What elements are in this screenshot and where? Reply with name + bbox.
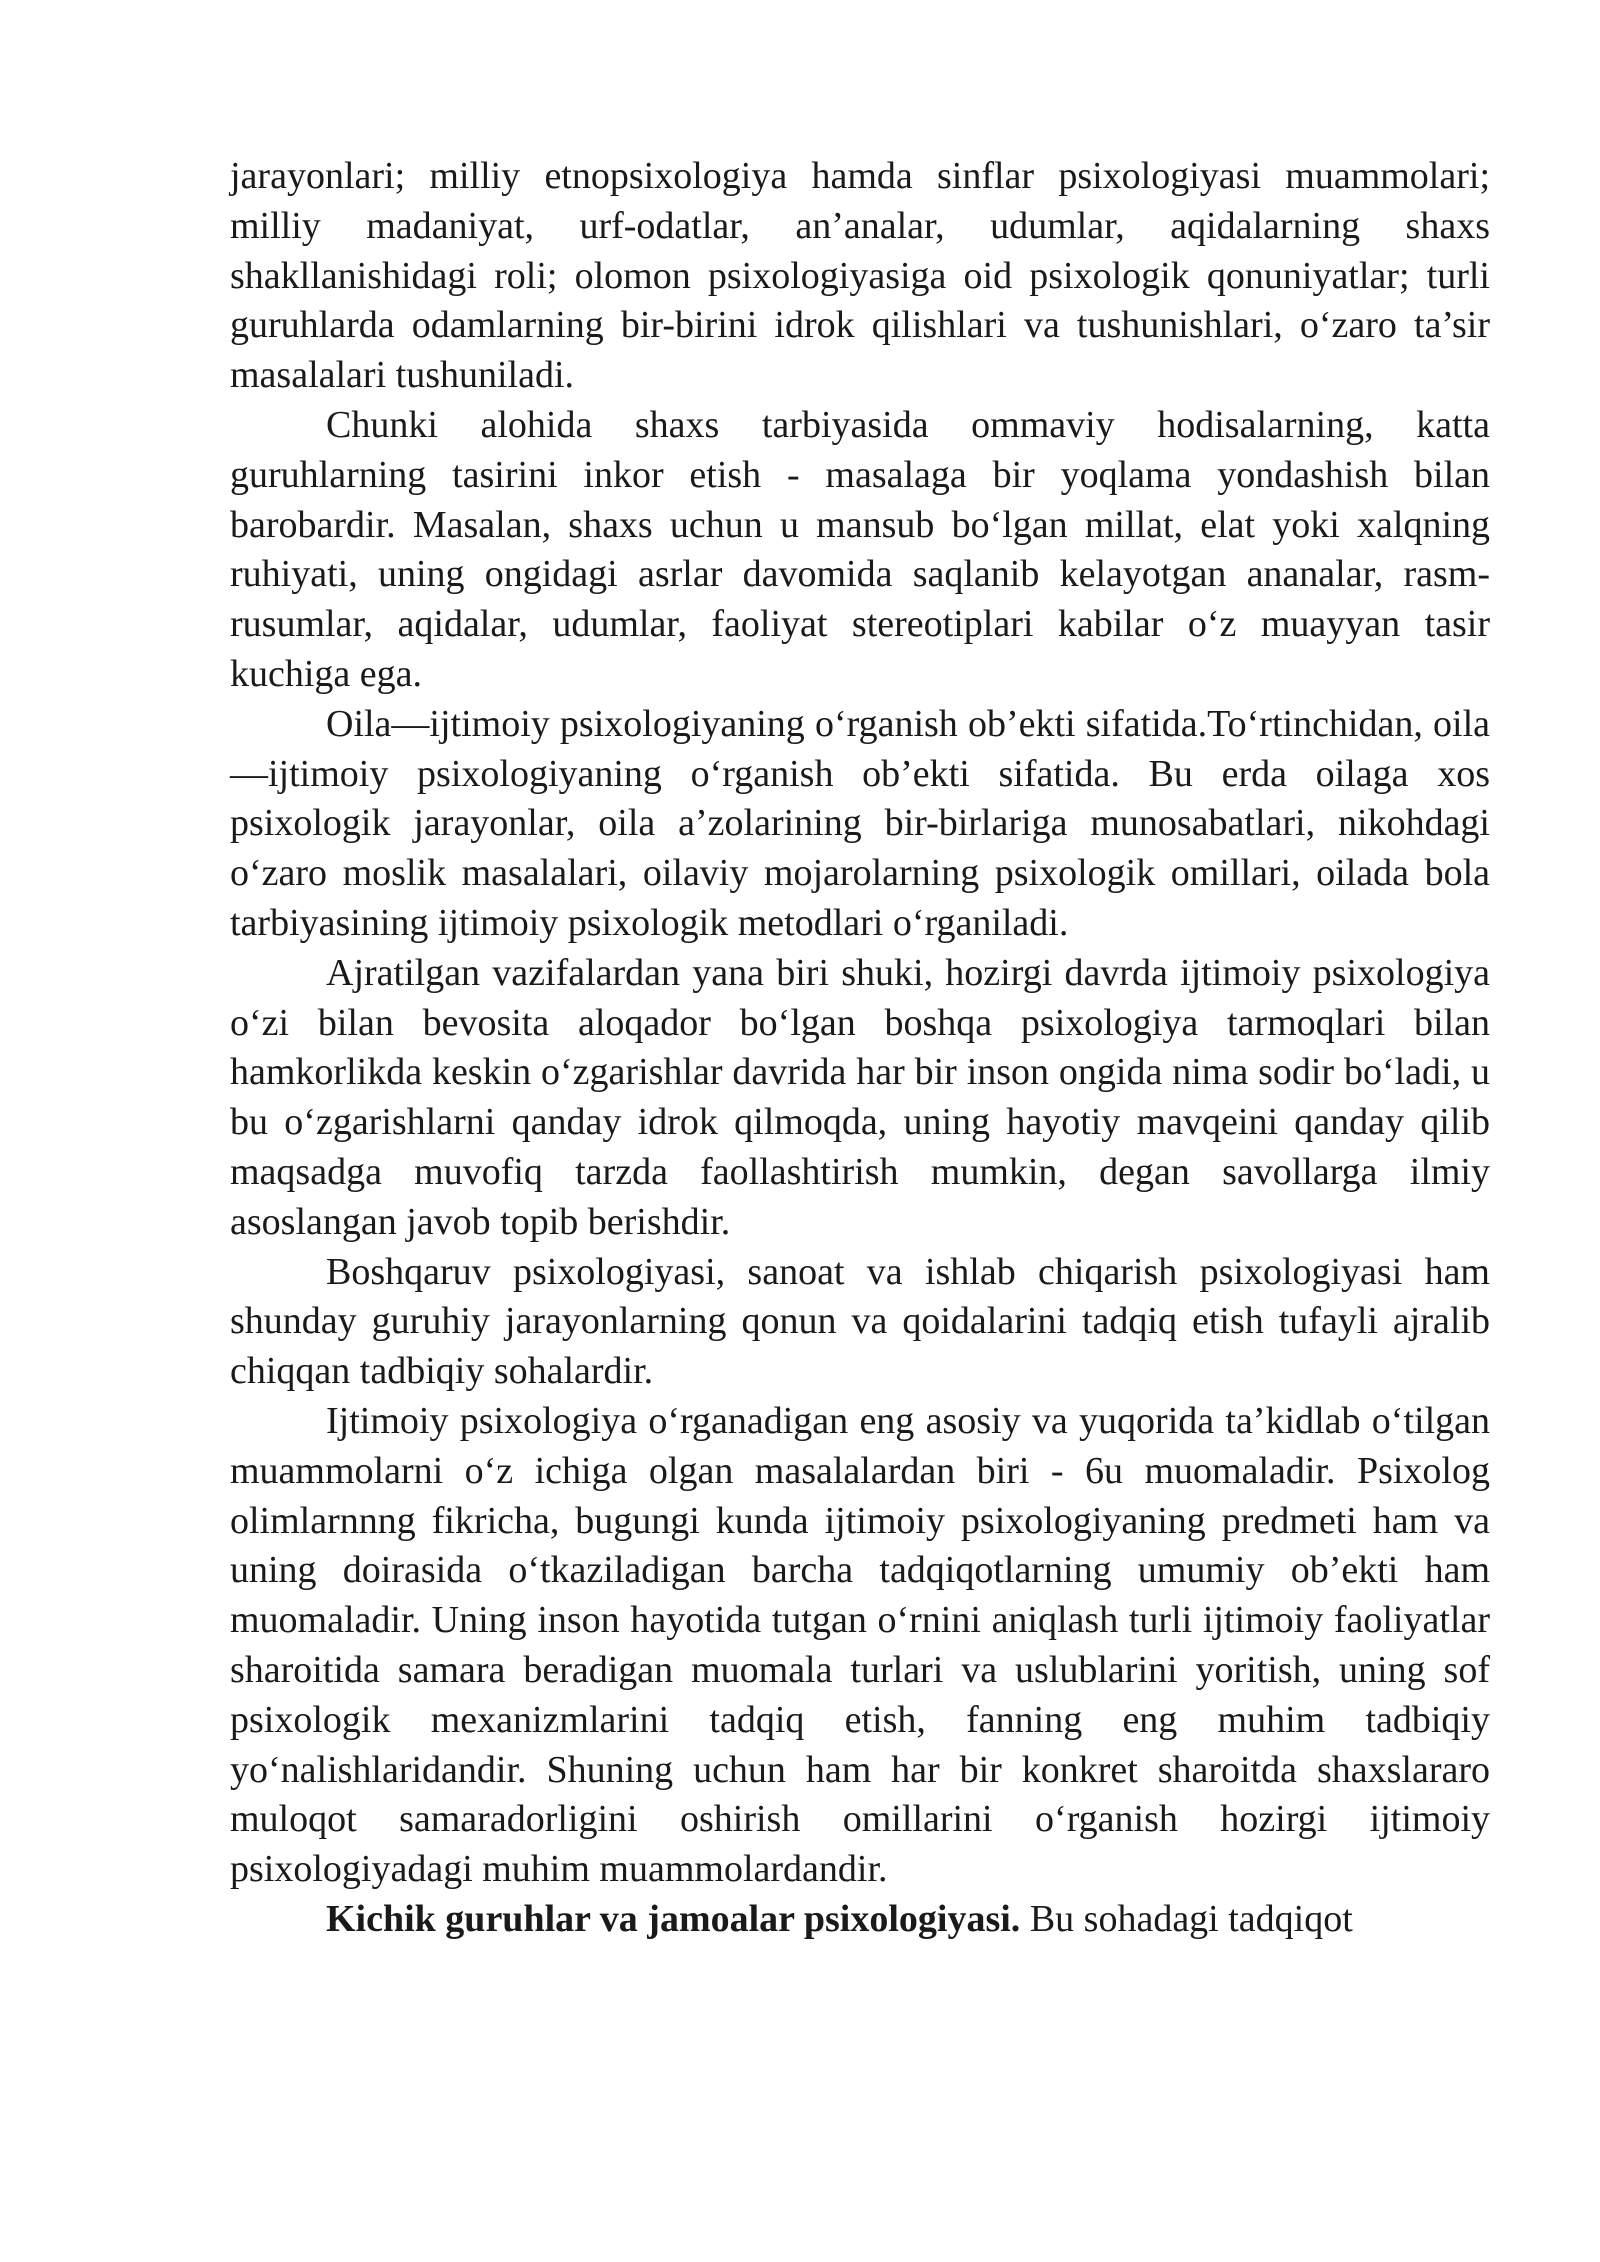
paragraph-3: Oila—ijtimoiy psixologiyaning o‘rganish ob’ekti sifatida.To‘rtinchidan, oila—ijtimoiy psixologiyaning o‘rganish ob’ekti sifatida. Bu erda oilaga xos psixologik jarayonlar, oila a’zolarining bir-birlariga munosabatlari, nikohdagi o‘zaro moslik masalalari, oilaviy mojarolarning psixologik omillari, oilada bola tarbiyasining ijtimoiy psixologik metodlari o‘rganiladi. — [230, 702, 1490, 944]
paragraph-4: Ajratilgan vazifalardan yana biri shuki, hozirgi davrda ijtimoiy psixologiya o‘zi bilan bevosita aloqador bo‘lgan boshqa psixologiya tarmoqlari bilan hamkorlikda keskin o‘zgarishlar davrida har bir inson ongida nima sodir bo‘ladi, u bu o‘zgarishlarni qanday idrok qilmoqda, uning hayotiy mavqeini qanday qilib maqsadga muvofiq tarzda faollashtirish mumkin, degan savollarga ilmiy asoslangan javob topib berishdir. — [230, 951, 1490, 1243]
document-page — [230, 152, 1490, 1945]
paragraph-6: Ijtimoiy psixologiya o‘rganadigan eng asosiy va yuqorida ta’kidlab o‘tilgan muammolarni o‘z ichiga olgan masalalardan biri - 6u muomaladir. Psixolog olimlarnnng fikricha, bugungi kunda ijtimoiy psixologiyaning predmeti ham va uning doirasida o‘tkaziladigan barcha tadqiqotlarning umumiy ob’ekti ham muomaladir. Uning inson hayotida tutgan o‘rnini aniqlash turli ijtimoiy faoliyatlar sharoitida samara beradigan muomala turlari va uslublarini yoritish, uning sof psixologik mexanizmlarini tadqiq etish, fanning eng muhim tadbiqiy yo‘nalishlaridandir. Shuning uchun ham har bir konkret sharoitda shaxslararo muloqot samaradorligini oshirish omillarini o‘rganish hozirgi ijtimoiy psixologiyadagi muhim muammolardandir. — [230, 1399, 1490, 1891]
section-heading: Kichik guruhlar va jamoalar psixologiyasi. — [326, 1897, 1021, 1940]
paragraph-7 — [230, 1895, 1490, 1945]
paragraph-5: Boshqaruv psixologiyasi, sanoat va ishlab chiqarish psixologiyasi ham shunday guruhiy jarayonlarning qonun va qoidalarini tadqiq etish tufayli ajralib chiqqan tadbiqiy sohalardir. — [230, 1250, 1490, 1393]
paragraph-2: Chunki alohida shaxs tarbiyasida ommaviy hodisalarning, katta guruhlarning tasirini inkor etish - masalaga bir yoqlama yondashish bilan barobardir. Masalan, shaxs uchun u mansub bo‘lgan millat, elat yoki xalqning ruhiyati, uning ongidagi asrlar davomida saqlanib kelayotgan ananalar, rasm-rusumlar, aqidalar, udumlar, faoliyat stereotiplari kabilar o‘z muayyan tasir kuchiga ega. — [230, 403, 1490, 695]
paragraph-1: jarayonlari; milliy etnopsixologiya hamda sinflar psixologiyasi muammolari; milliy madaniyat, urf-odatlar, an’analar, udumlar, aqidalarning shaxs shakllanishidagi roli; olomon psixologiyasiga oid psixologik qonuniyatlar; turli guruhlarda odamlarning bir-birini idrok qilishlari va tushunishlari, o‘zaro ta’sir masalalari tushuniladi. — [230, 155, 1490, 397]
paragraph-7-text: Bu sohadagi tadqiqot — [1020, 1897, 1353, 1940]
